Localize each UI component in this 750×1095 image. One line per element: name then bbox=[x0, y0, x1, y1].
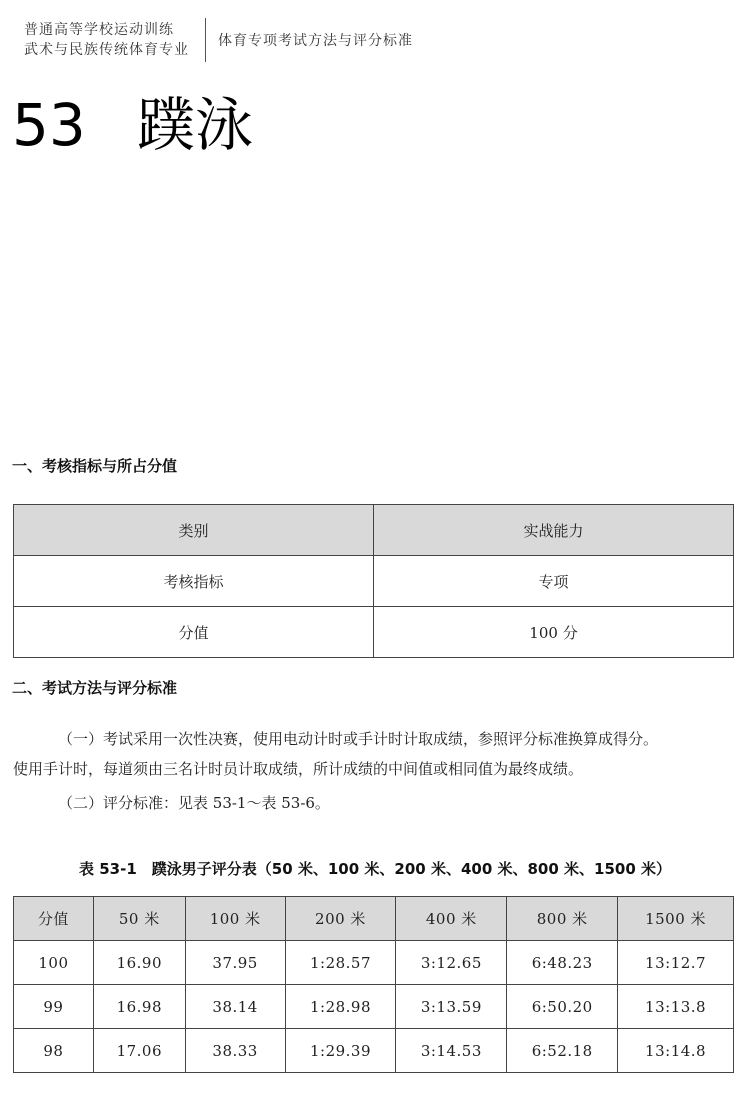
table-cell: 1:29.39 bbox=[285, 1029, 396, 1073]
table-cell: 38.33 bbox=[185, 1029, 285, 1073]
table-cell: 6:52.18 bbox=[507, 1029, 618, 1073]
table-cell: 考核指标 bbox=[14, 556, 374, 607]
table-cell: 6:48.23 bbox=[507, 941, 618, 985]
table-header-cell: 分值 bbox=[14, 897, 94, 941]
table-cell: 13:14.8 bbox=[618, 1029, 734, 1073]
table-cell: 3:12.65 bbox=[396, 941, 507, 985]
chapter-number: 53 bbox=[12, 91, 86, 159]
table-header-cell: 100 米 bbox=[185, 897, 285, 941]
table-cell: 38.14 bbox=[185, 985, 285, 1029]
table-cell: 3:13.59 bbox=[396, 985, 507, 1029]
table-caption: 表 53-1 蹼泳男子评分表（50 米、100 米、200 米、400 米、800 米、1500 米） bbox=[79, 860, 671, 878]
assessment-table bbox=[13, 504, 734, 658]
page-header bbox=[24, 18, 413, 62]
table-row bbox=[14, 985, 734, 1029]
table-cell: 99 bbox=[14, 985, 94, 1029]
table-cell: 1:28.98 bbox=[285, 985, 396, 1029]
table-cell: 1:28.57 bbox=[285, 941, 396, 985]
paragraph-2: （二）评分标准：见表 53-1～表 53-6。 bbox=[58, 794, 330, 812]
table-cell: 100 分 bbox=[374, 607, 734, 658]
table-row bbox=[14, 607, 734, 658]
section1-heading: 一、考核指标与所占分值 bbox=[12, 457, 178, 475]
chapter-title bbox=[12, 90, 253, 160]
table-cell: 3:14.53 bbox=[396, 1029, 507, 1073]
table-cell: 37.95 bbox=[185, 941, 285, 985]
table-cell: 16.90 bbox=[93, 941, 185, 985]
grading-table bbox=[13, 896, 734, 1073]
table-cell: 100 bbox=[14, 941, 94, 985]
header-left bbox=[24, 20, 189, 60]
table-cell: 6:50.20 bbox=[507, 985, 618, 1029]
header-divider bbox=[205, 18, 206, 62]
table-header-cell: 1500 米 bbox=[618, 897, 734, 941]
table-row bbox=[14, 556, 734, 607]
table-row bbox=[14, 941, 734, 985]
table-row bbox=[14, 1029, 734, 1073]
table-header-row bbox=[14, 897, 734, 941]
table-header-cell: 200 米 bbox=[285, 897, 396, 941]
paragraph-1-line-1: （一）考试采用一次性决赛，使用电动计时或手计时计取成绩，参照评分标准换算成得分。 bbox=[58, 730, 659, 748]
chapter-name: 蹼泳 bbox=[137, 91, 254, 159]
table-cell: 专项 bbox=[374, 556, 734, 607]
table-header-cell: 50 米 bbox=[93, 897, 185, 941]
table-header-cell: 400 米 bbox=[396, 897, 507, 941]
table-cell: 16.98 bbox=[93, 985, 185, 1029]
table-cell: 13:13.8 bbox=[618, 985, 734, 1029]
paragraph-1-line-2: 使用手计时，每道须由三名计时员计取成绩，所计成绩的中间值或相同值为最终成绩。 bbox=[13, 760, 584, 778]
table-cell: 13:12.7 bbox=[618, 941, 734, 985]
table-cell: 分值 bbox=[14, 607, 374, 658]
table-header-cell: 800 米 bbox=[507, 897, 618, 941]
header-right: 体育专项考试方法与评分标准 bbox=[218, 33, 413, 49]
section2-heading: 二、考试方法与评分标准 bbox=[12, 679, 178, 697]
header-left-line1: 普通高等学校运动训练 bbox=[24, 22, 174, 38]
table-header-cell: 实战能力 bbox=[374, 505, 734, 556]
table-cell: 98 bbox=[14, 1029, 94, 1073]
table-header-cell: 类别 bbox=[14, 505, 374, 556]
table-cell: 17.06 bbox=[93, 1029, 185, 1073]
header-left-line2: 武术与民族传统体育专业 bbox=[24, 42, 189, 58]
table-header-row bbox=[14, 505, 734, 556]
